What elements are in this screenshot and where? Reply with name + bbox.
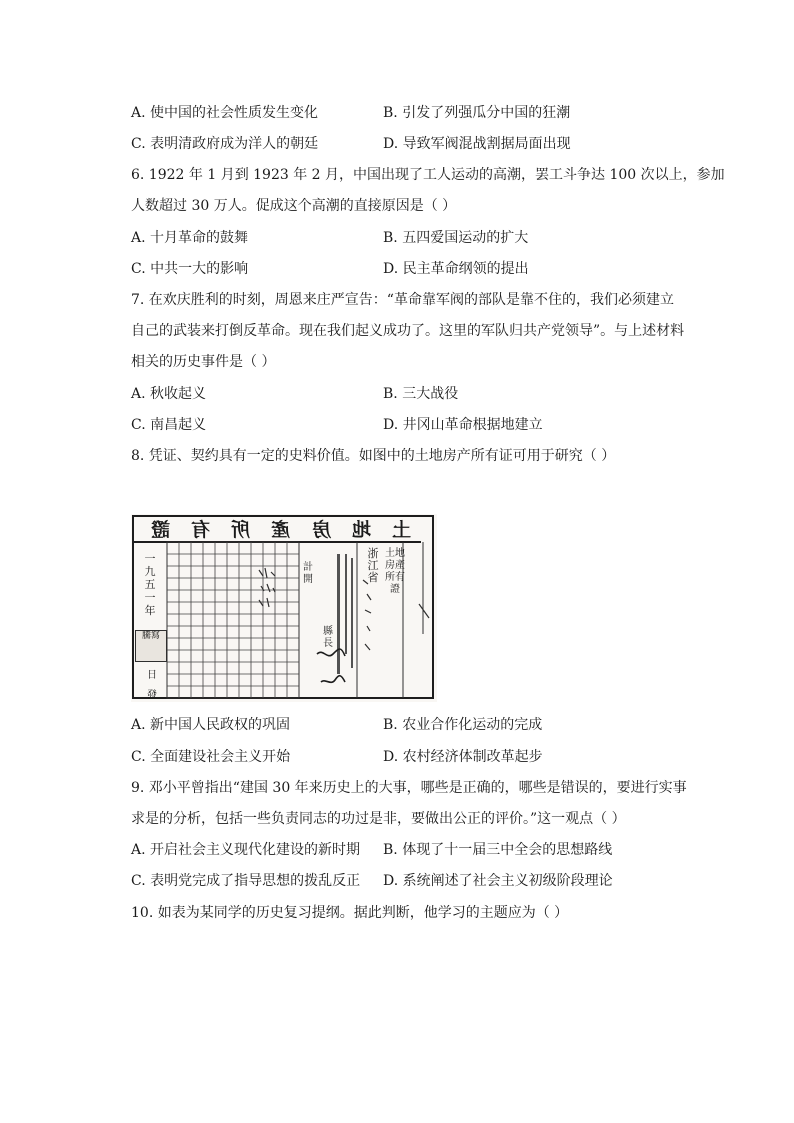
q7-option-a[interactable]: A. 秋收起义 (131, 386, 207, 402)
certificate-year: 一九五一年 (144, 552, 156, 617)
q8-option-a[interactable]: A. 新中国人民政权的巩固 (131, 717, 291, 733)
q6-stem-line1: 6. 1922 年 1 月到 1923 年 2 月，中国出现了工人运动的高潮，罢工斗争达 100 次以上，参加 (131, 167, 725, 183)
q7-option-b[interactable]: B. 三大战役 (383, 386, 459, 402)
q7-option-d[interactable]: D. 井冈山革命根据地建立 (383, 417, 543, 433)
q6-option-c[interactable]: C. 中共一大的影响 (131, 261, 249, 277)
q6-option-d[interactable]: D. 民主革命纲领的提出 (383, 261, 529, 277)
q9-stem-line2: 求是的分析，包括一些负责同志的功过是非，要做出公正的评价。”这一观点（ ） (131, 811, 626, 827)
certificate-seal: 騰寫 (135, 630, 167, 662)
q5-option-c[interactable]: C. 表明清政府成为洋人的朝廷 (131, 136, 319, 152)
q6-stem-line2: 人数超过 30 万人。促成这个高潮的直接原因是（ ） (131, 198, 457, 214)
q6-option-b[interactable]: B. 五四爱国运动的扩大 (383, 230, 529, 246)
q10-stem-line1: 10. 如表为某同学的历史复习提纲。据此判断，他学习的主题应为（ ） (131, 905, 569, 921)
certificate-province: 浙江省 (367, 547, 379, 584)
q7-stem-line1: 7. 在欢庆胜利的时刻，周恩来庄严宣告：“革命靠军阀的部队是靠不住的，我们必须建立 (131, 292, 674, 308)
certificate-frame (131, 514, 437, 702)
certificate-county-head: 縣長 (323, 626, 333, 649)
certificate-count-label: 計開 (303, 562, 313, 585)
q8-option-d[interactable]: D. 农村经济体制改革起步 (383, 749, 543, 765)
q9-stem-line1: 9. 邓小平曾指出“建国 30 年来历史上的大事，哪些是正确的，哪些是错误的，要进行实事 (131, 780, 687, 796)
q9-option-c[interactable]: C. 表明党完成了指导思想的拨乱反正 (131, 873, 361, 889)
q7-option-c[interactable]: C. 南昌起义 (131, 417, 207, 433)
certificate-issue: 發 (147, 690, 157, 701)
q6-option-a[interactable]: A. 十月革命的鼓舞 (131, 230, 249, 246)
certificate-day: 日 (147, 670, 157, 681)
q5-option-d[interactable]: D. 导致军阀混战割据局面出现 (383, 136, 571, 152)
q9-option-d[interactable]: D. 系统阐述了社会主义初级阶段理论 (383, 873, 613, 889)
q9-option-a[interactable]: A. 开启社会主义现代化建设的新时期 (131, 842, 361, 858)
q8-option-c[interactable]: C. 全面建设社会主义开始 (131, 749, 291, 765)
q7-stem-line2: 自己的武装来打倒反革命。现在我们起义成功了。这里的军队归共产党领导”。与上述材料 (131, 323, 685, 339)
q8-option-b[interactable]: B. 农业合作化运动的完成 (383, 717, 543, 733)
q5-option-b[interactable]: B. 引发了列强瓜分中国的狂潮 (383, 105, 571, 121)
q8-stem-line1: 8. 凭证、契约具有一定的史料价值。如图中的土地房产所有证可用于研究（ ） (131, 448, 616, 464)
q9-option-b[interactable]: B. 体现了十一届三中全会的思想路线 (383, 842, 613, 858)
q5-option-a[interactable]: A. 使中国的社会性质发生变化 (131, 105, 319, 121)
certificate-name: 土地房產所有證 (385, 548, 405, 595)
q7-stem-line3: 相关的历史事件是（ ） (131, 354, 276, 370)
certificate-title: 證 有 所 產 房 地 土 (149, 518, 411, 541)
land-certificate-image (131, 514, 437, 702)
